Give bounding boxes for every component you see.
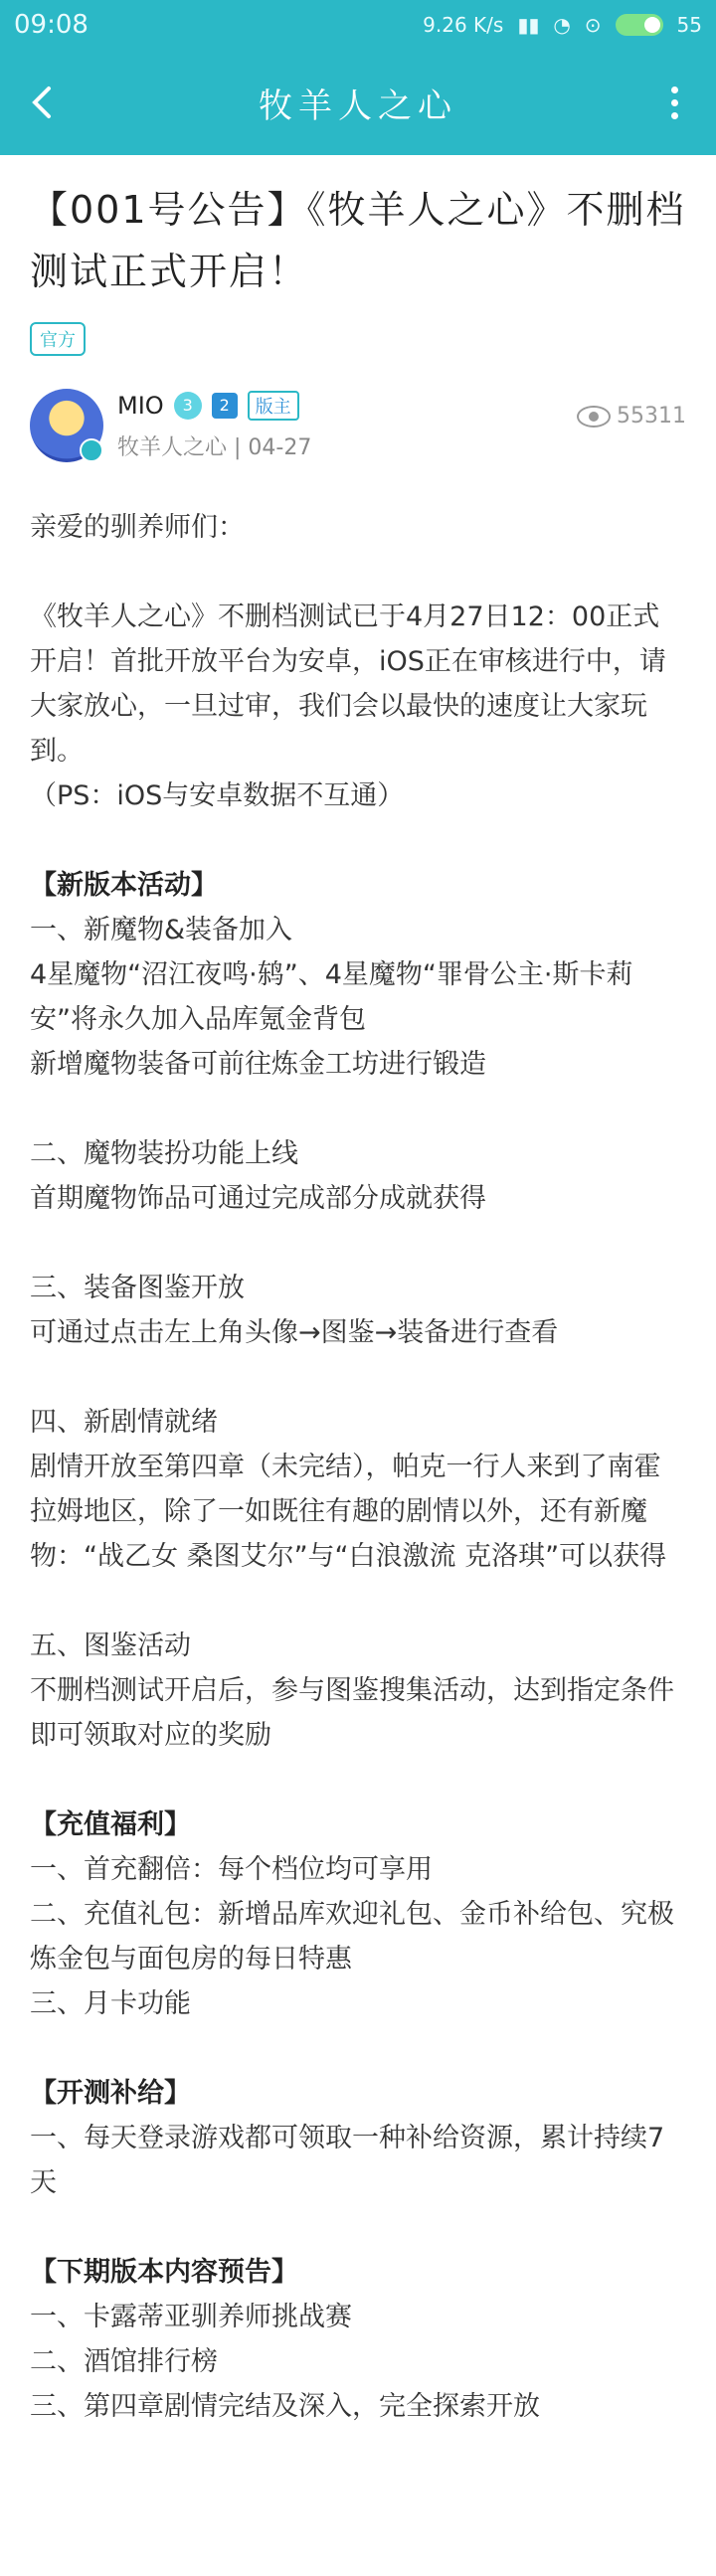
body-paragraph: 四、新剧情就绪 — [30, 1407, 218, 1438]
level-badge: 3 — [174, 392, 202, 420]
body-paragraph: 一、首充翻倍：每个档位均可享用 — [30, 1854, 433, 1885]
author-name[interactable]: MIO — [117, 391, 164, 420]
meta-divider: | — [234, 434, 249, 460]
battery-level: 55 — [676, 13, 702, 37]
body-paragraph: 五、图鉴活动 — [30, 1631, 191, 1661]
alarm-icon: ⊙ — [584, 13, 602, 37]
body-paragraph: 二、充值礼包：新增品库欢迎礼包、金币补给包、究极炼金包与面包房的每日特惠 — [30, 1899, 674, 1975]
verified-icon — [80, 438, 103, 462]
body-paragraph: 一、新魔物&装备加入 — [30, 915, 293, 945]
view-count — [577, 404, 686, 429]
post-content — [0, 179, 716, 2429]
body-paragraph: 可通过点击左上角头像→图鉴→装备进行查看 — [30, 1317, 559, 1348]
paragraph-gap — [30, 1579, 686, 1624]
paragraph-gap — [30, 1221, 686, 1266]
body-paragraph: 三、第四章剧情完结及深入，完全探索开放 — [30, 2391, 540, 2422]
nav-title: 牧羊人之心 — [259, 86, 457, 126]
vip-badge: 2 — [212, 393, 238, 419]
section-heading: 【充值福利】 — [30, 1809, 191, 1840]
author-block — [30, 384, 686, 467]
body-paragraph: 不删档测试开启后，参与图鉴搜集活动，达到指定条件即可领取对应的奖励 — [30, 1675, 674, 1751]
chevron-left-icon — [31, 86, 53, 119]
wifi-icon: ◔ — [553, 13, 571, 37]
status-bar — [0, 0, 716, 50]
section-heading: 【下期版本内容预告】 — [30, 2257, 298, 2288]
eye-icon — [577, 406, 611, 428]
section-heading: 【开测补给】 — [30, 2078, 191, 2109]
paragraph-gap — [30, 2026, 686, 2071]
body-paragraph: 4星魔物“沼江夜鸣·鸫”、4星魔物“罪骨公主·斯卡莉安”将永久加入品库氪金背包 — [30, 959, 633, 1035]
battery-toggle-icon — [616, 14, 663, 36]
paragraph-gap — [30, 550, 686, 595]
paragraph-gap — [30, 818, 686, 863]
role-badge: 版主 — [248, 391, 299, 421]
status-icons — [423, 13, 702, 37]
section-heading: 【新版本活动】 — [30, 870, 218, 901]
official-tag: 官方 — [30, 322, 86, 356]
body-paragraph: 三、装备图鉴开放 — [30, 1273, 245, 1303]
paragraph-gap — [30, 1355, 686, 1400]
forum-name[interactable]: 牧羊人之心 — [117, 434, 228, 460]
paragraph-gap — [30, 1087, 686, 1131]
body-paragraph: 三、月卡功能 — [30, 1988, 191, 2019]
body-paragraph: （PS：iOS与安卓数据不互通） — [30, 780, 405, 811]
post-date: 04-27 — [248, 434, 312, 460]
body-paragraph: 亲爱的驯养师们： — [30, 512, 245, 543]
body-paragraph: 《牧羊人之心》不删档测试已于4月27日12：00正式开启！首批开放平台为安卓，iOS正在审核进行中，请大家放心，一旦过审，我们会以最快的速度让大家玩到。 — [30, 601, 666, 767]
post-body — [30, 505, 686, 2429]
post-title: 【001号公告】《牧羊人之心》不删档测试正式开启！ — [30, 188, 686, 293]
body-paragraph: 剧情开放至第四章（未完结），帕克一行人来到了南霍拉姆地区，除了一如既往有趣的剧情以外，还有新魔物：“战乙女 桑图艾尔”与“白浪激流 克洛琪”可以获得 — [30, 1452, 667, 1572]
nav-bar — [0, 50, 716, 155]
status-time: 09:08 — [14, 10, 89, 40]
view-count-value: 55311 — [617, 404, 686, 429]
body-paragraph: 一、卡露蒂亚驯养师挑战赛 — [30, 2302, 352, 2332]
paragraph-gap — [30, 1758, 686, 1803]
avatar[interactable] — [30, 389, 103, 462]
signal-icon: ▮▮ — [517, 13, 540, 37]
more-menu-button[interactable] — [654, 83, 694, 122]
body-paragraph: 首期魔物饰品可通过完成部分成就获得 — [30, 1183, 486, 1214]
back-button[interactable] — [22, 83, 62, 122]
body-paragraph: 新增魔物装备可前往炼金工坊进行锻造 — [30, 1049, 486, 1080]
body-paragraph: 二、魔物装扮功能上线 — [30, 1138, 298, 1169]
body-paragraph: 一、每天登录游戏都可领取一种补给资源，累计持续7天 — [30, 2123, 665, 2198]
paragraph-gap — [30, 2205, 686, 2250]
body-paragraph: 二、酒馆排行榜 — [30, 2346, 218, 2377]
net-speed: 9.26 K/s — [423, 13, 504, 37]
